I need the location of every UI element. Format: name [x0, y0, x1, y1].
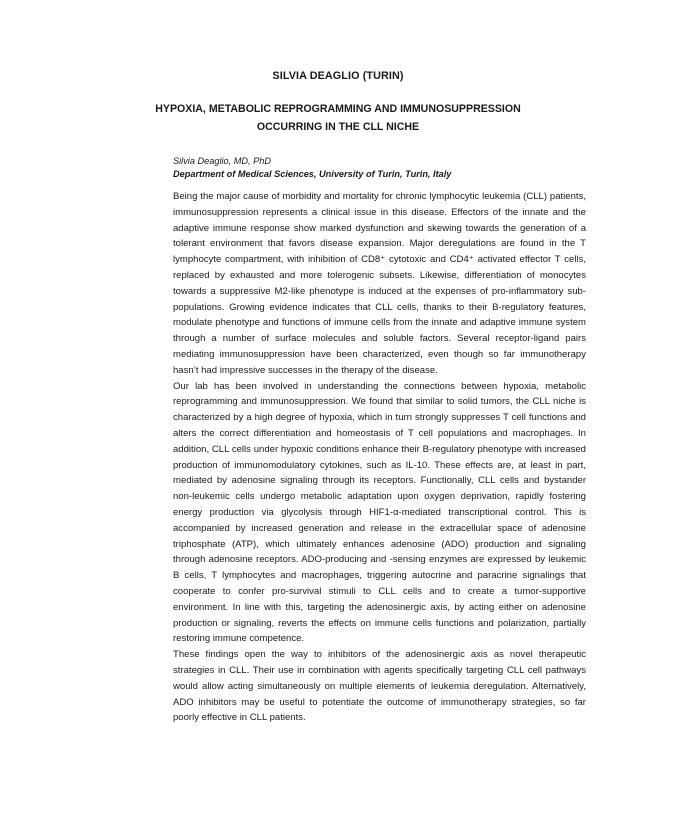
paragraph-3: These findings open the way to inhibitors of the adenosinergic axis as novel therapeutic strategies in CLL. Their use in combination with agents specifically targeting CLL cell pathways would allow acting simultaneously on multiple elements of leukemia deregulation. Alternatively, ADO inhibitors may be useful to potentiate the outcome of immunotherapy strategies, so far poorly effective in CLL patients.: [173, 649, 586, 724]
speaker-heading: SILVIA DEAGLIO (TURIN): [272, 70, 404, 82]
abstract-title: [150, 100, 526, 136]
title-line-1: HYPOXIA, METABOLIC REPROGRAMMING AND IMMUNOSUPPRESSION: [155, 103, 521, 115]
title-line-2: OCCURRING IN THE CLL NICHE: [256, 121, 420, 133]
paragraph-1: Being the major cause of morbidity and mortality for chronic lymphocytic leukemia (CLL) patients, immunosuppression represents a clinical issue in this disease. Effectors of the innate and the adaptive immune response show marked dysfunction and skewing towards the generation of a tolerant environment that favors disease expansion. Major deregulations are found in the T lymphocyte compartment, with inhibition of CD8⁺ cytotoxic and CD4⁺ activated effector T cells, replaced by exhausted and more tolerogenic subsets. Likewise, differentiation of monocytes towards a suppressive M2-like phenotype is induced at the expenses of pro-inflammatory sub-populations. Growing evidence indicates that CLL cells, thanks to their B-regulatory features, modulate phenotype and functions of immune cells from the innate and adaptive immune system through a number of surface molecules and soluble factors. Several receptor-ligand pairs mediating immunosuppression have been characterized, even though so far immunotherapy hasn’t had impressive successes in the therapy of the disease.: [173, 191, 586, 376]
abstract-body: [173, 189, 586, 726]
author-name: Silvia Deaglio, MD, PhD: [173, 156, 272, 166]
author-block: [173, 155, 593, 181]
paragraph-2: Our lab has been involved in understanding the connections between hypoxia, metabolic reprogramming and immunosuppression. We found that similar to solid tumors, the CLL niche is characterized by a high degree of hypoxia, which in turn strongly suppresses T cell functions and alters the correct differentiation and homeostasis of T cell populations and macrophages. In addition, CLL cells under hypoxic conditions enhance their B-regulatory phenotype with increased production of immunomodulatory cytokines, such as IL-10. These effects are, at least in part, mediated by adenosine signaling through its receptors. Functionally, CLL cells and bystander non-leukemic cells undergo metabolic adaptation upon oxygen deprivation, rapidly fostering energy production via glycolysis through HIF1-α-mediated transcriptional control. This is accompanied by increased generation and release in the extracellular space of adenosine triphosphate (ATP), which ultimately enhances adenosine (ADO) production and signaling through adenosine receptors. ADO-producing and -sensing enzymes are expressed by leukemic B cells, T lymphocytes and macrophages, triggering autocrine and paracrine signalings that cooperate to confer pro-survival stimuli to CLL cells and to create a tumor-supportive environment. In line with this, targeting the adenosinergic axis, by acting either on adenosine production or signaling, reverts the effects on immune cells functions and polarization, partially restoring immune competence.: [173, 380, 586, 645]
author-department: Department of Medical Sciences, University of Turin, Turin, Italy: [173, 169, 452, 179]
